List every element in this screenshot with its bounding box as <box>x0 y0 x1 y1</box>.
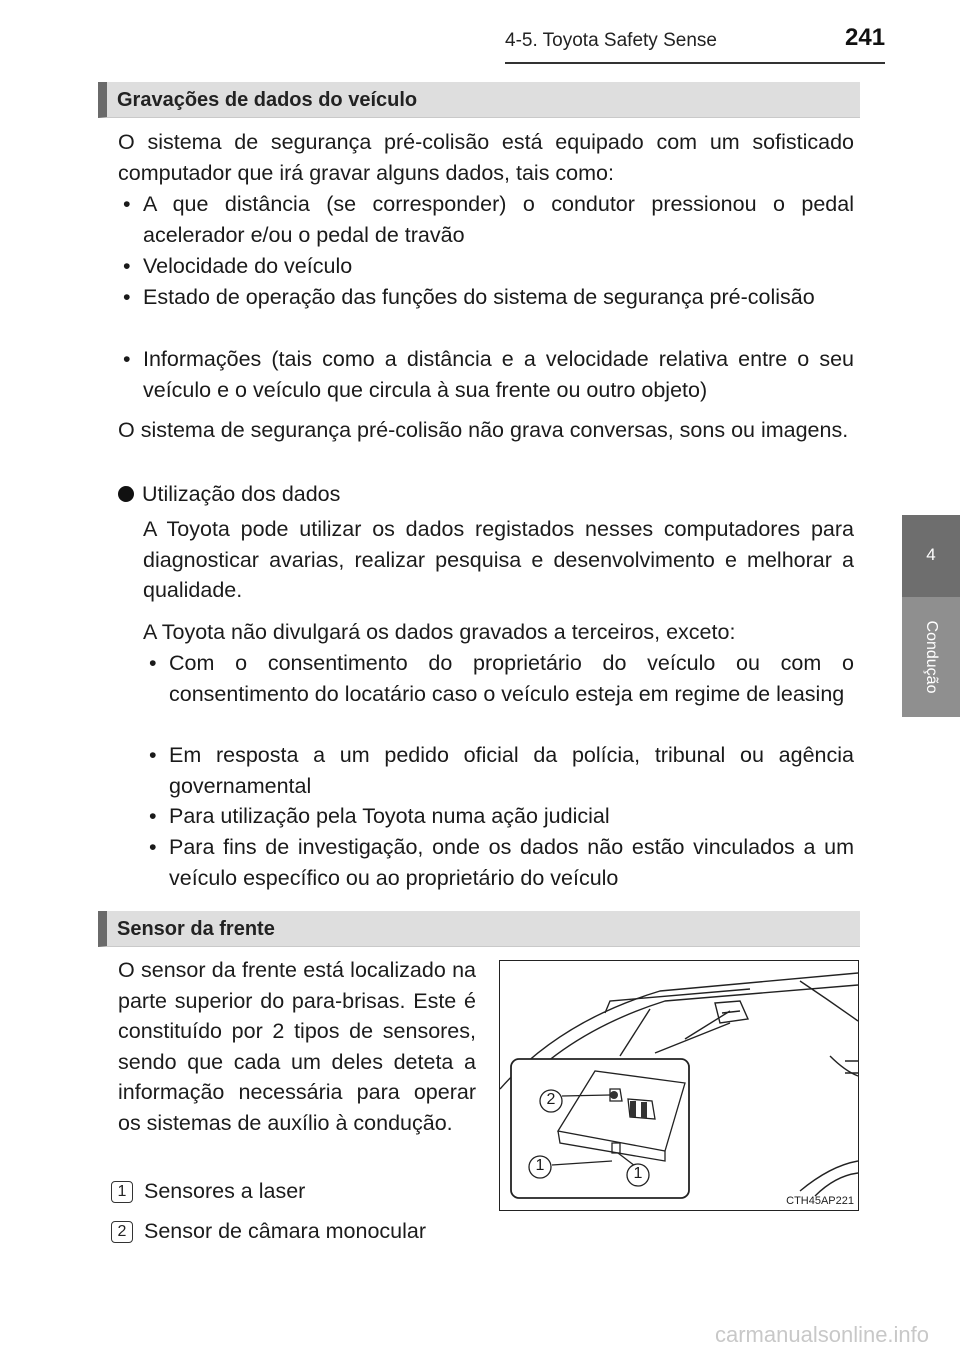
chapter-number: 4 <box>926 545 936 564</box>
chapter-tab-number[interactable] <box>902 515 960 597</box>
bullet-text: Para utilização pela Toyota numa ação judicial <box>169 804 610 828</box>
header-section-title: 4-5. Toyota Safety Sense <box>505 30 717 51</box>
callout-2: 2 <box>546 1091 556 1108</box>
bullet-item: • Informações (tais como a distância e a velocidade relativa entre o seu veículo e o veículo que circula à sua frente ou outro objeto) <box>123 347 854 402</box>
figure-code: CTH45AP221 <box>786 1195 854 1207</box>
bullet-item: • Em resposta a um pedido oficial da polícia, tribunal ou agência governamental <box>149 743 854 798</box>
watermark: carmanualsonline.info <box>715 1322 930 1347</box>
bullet-item: • Velocidade do veículo <box>123 254 353 278</box>
bullet-text: Com o consentimento do proprietário do veículo ou com o consentimento do locatário caso o veículo esteja em regime de leasing <box>169 651 854 706</box>
header-divider <box>505 62 885 64</box>
bullet-item: • Com o consentimento do proprietário do veículo ou com o consentimento do locatário caso o veículo esteja em regime de leasing <box>149 651 854 706</box>
section-title: Sensor da frente <box>117 918 275 940</box>
legend-number-box: 2 <box>111 1221 133 1243</box>
disclosure-intro: A Toyota não divulgará os dados gravados a terceiros, exceto: <box>143 620 736 644</box>
bullet-item: • A que distância (se corresponder) o condutor pressionou o pedal acelerador e/ou o pedal de travão <box>123 192 854 247</box>
section-title: Gravações de dados do veículo <box>117 89 418 111</box>
bullet-text: Estado de operação das funções do sistema de segurança pré-colisão <box>143 285 815 309</box>
windshield-sensor-illustration <box>500 961 859 1211</box>
bullet-item: • Para utilização pela Toyota numa ação judicial <box>149 804 610 828</box>
callout-1: 1 <box>535 1157 545 1174</box>
legend-label: Sensor de câmara monocular <box>144 1219 427 1243</box>
filled-circle-icon <box>118 486 134 502</box>
bullet-text: Em resposta a um pedido oficial da polícia, tribunal ou agência governamental <box>169 743 854 798</box>
legend-number-box: 1 <box>111 1181 133 1203</box>
chapter-label: Condução <box>923 620 940 694</box>
bullet-text: A que distância (se corresponder) o condutor pressionou o pedal acelerador e/ou o pedal de travão <box>143 192 854 247</box>
bullet-item: • Estado de operação das funções do sistema de segurança pré-colisão <box>123 285 815 309</box>
bullet-text: Velocidade do veículo <box>143 254 353 278</box>
intro-paragraph: O sistema de segurança pré-colisão está equipado com um sofisticado computador que irá gravar alguns dados, tais como: <box>118 130 854 185</box>
usage-title: Utilização dos dados <box>142 482 341 506</box>
chapter-tab-label[interactable] <box>902 597 960 717</box>
bullet-item: • Para fins de investigação, onde os dados não estão vinculados a um veículo específico ou ao proprietário do veículo <box>149 835 854 890</box>
usage-paragraph: A Toyota pode utilizar os dados registados nesses computadores para diagnosticar avarias, realizar pesquisa e desenvolvimento e melhorar a qualidade. <box>143 517 854 602</box>
bullet-text: Para fins de investigação, onde os dados não estão vinculados a um veículo específico ou ao proprietário do veículo <box>169 835 854 890</box>
legend-label: Sensores a laser <box>144 1179 306 1203</box>
section-heading-front-sensor <box>98 911 860 947</box>
usage-heading <box>118 479 340 510</box>
callout-1: 1 <box>633 1165 643 1182</box>
bullet-text: Informações (tais como a distância e a velocidade relativa entre o seu veículo e o veículo que circula à sua frente ou outro objeto) <box>143 347 854 402</box>
page-number: 241 <box>845 24 886 51</box>
front-sensor-paragraph: O sensor da frente está localizado na parte superior do para-brisas. Este é constituído por 2 tipos de sensores, sendo que cada um deles deteta a informação necessária para operar os sistemas de auxílio à condução. <box>118 958 476 1135</box>
section-heading-vehicle-data <box>98 82 860 118</box>
no-record-paragraph: O sistema de segurança pré-colisão não grava conversas, sons ou imagens. <box>118 418 849 442</box>
front-sensor-figure <box>499 960 859 1211</box>
